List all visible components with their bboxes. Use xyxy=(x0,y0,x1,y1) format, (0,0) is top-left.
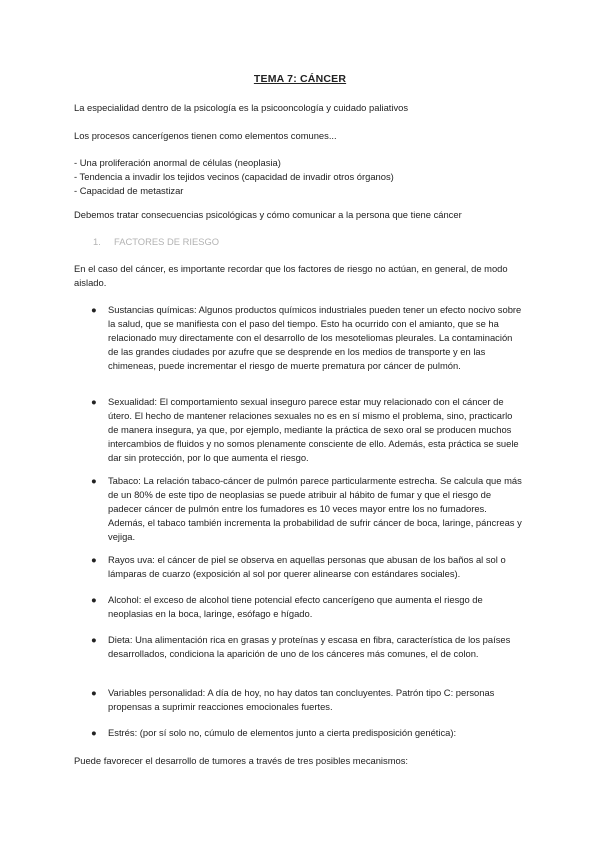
bullet-text: Alcohol: el exceso de alcohol tiene potencial efecto cancerígeno que aumenta el riesgo de neoplasias en la boca, laringe, esófago e hígado. xyxy=(108,594,483,619)
bullet-item-personalidad xyxy=(91,686,525,714)
bullet-item-dieta xyxy=(91,633,525,661)
mecanismos-paragraph: Puede favorecer el desarrollo de tumores a través de tres posibles mecanismos: xyxy=(74,755,409,766)
bullet-text: Rayos uva: el cáncer de piel se observa en aquellas personas que abusan de los baños al sol o lámparas de cuarzo (exposición al sol por querer alinearse con estándares sociales). xyxy=(108,554,506,579)
bullet-item-sustancias xyxy=(91,303,525,373)
bullet-item-tabaco xyxy=(91,474,525,544)
section-label: FACTORES DE RIESGO xyxy=(114,236,220,247)
intro-paragraph: La especialidad dentro de la psicología es la psicooncología y cuidado paliativos xyxy=(74,102,409,113)
dash-item: - Capacidad de metastizar xyxy=(74,185,184,196)
bullet-dot-icon: ● xyxy=(91,554,97,565)
bullet-dot-icon: ● xyxy=(91,396,97,407)
bullet-dot-icon: ● xyxy=(91,634,97,645)
bullet-item-sexualidad xyxy=(91,395,525,465)
bullet-item-rayos-uva xyxy=(91,553,525,581)
bullet-text: Tabaco: La relación tabaco-cáncer de pulmón parece particularmente estrecha. Se calcula que más de un 80% de este tipo de neoplasias se puede atribuir al hábito de fumar y que el riesgo de padecer cáncer de pulmón entre los fumadores es 10 veces mayor entre los no fumadores. Además, el tabaco también incrementa la probabilidad de sufrir cáncer de boca, laringe, páncreas y vejiga. xyxy=(108,475,522,542)
bullet-text: Sustancias químicas: Algunos productos químicos industriales pueden tener un efecto nocivo sobre la salud, que se manifiesta con el paso del tiempo. Esto ha ocurrido con el amianto, que se ha relacionado muy directamente con el desarrollo de los mesoteliomas pleurales. La contaminación de las grandes ciudades por azufre que se desprende en los medios de transporte y en las chimeneas, puede incrementar el riesgo de muerte prematura por cáncer de pulmón. xyxy=(108,304,522,371)
bullet-item-estres xyxy=(91,726,525,740)
dash-item: - Una proliferación anormal de células (neoplasia) xyxy=(74,157,281,168)
bullet-dot-icon: ● xyxy=(91,727,97,738)
bullet-dot-icon: ● xyxy=(91,304,97,315)
dash-item: - Tendencia a invadir los tejidos vecinos (capacidad de invadir otros órganos) xyxy=(74,171,394,182)
bullet-text: Estrés: (por sí solo no, cúmulo de elementos junto a cierta predisposición genética): xyxy=(108,727,457,738)
section-number: 1. xyxy=(93,236,101,247)
factores-intro-paragraph: En el caso del cáncer, es importante recordar que los factores de riesgo no actúan, en general, de modo aislado. xyxy=(74,263,508,288)
bullet-item-alcohol xyxy=(91,593,525,621)
section-heading xyxy=(93,236,219,247)
document-title: TEMA 7: CÁNCER xyxy=(253,73,347,85)
procesos-paragraph: Los procesos cancerígenos tienen como elementos comunes... xyxy=(74,130,337,141)
bullet-dot-icon: ● xyxy=(91,594,97,605)
bullet-text: Sexualidad: El comportamiento sexual inseguro parece estar muy relacionado con el cáncer de útero. El hecho de mantener relaciones sexuales no es en sí mismo el problema, sino, practicarlo de manera insegura, ya que, por ejemplo, mediante la práctica de sexo oral se producen muchos intercambios de fluidos y no somos plenamente consciente de ello. Además, esta práctica se suele dar sin protección, por lo que aumenta el riesgo. xyxy=(108,396,519,463)
bullet-text: Variables personalidad: A día de hoy, no hay datos tan concluyentes. Patrón tipo C: personas propensas a suprimir reacciones emocionales fuertes. xyxy=(108,687,495,712)
bullet-dot-icon: ● xyxy=(91,687,97,698)
tratar-paragraph: Debemos tratar consecuencias psicológicas y cómo comunicar a la persona que tiene cáncer xyxy=(74,209,462,220)
bullet-text: Dieta: Una alimentación rica en grasas y proteínas y escasa en fibra, característica de los países desarrollados, condiciona la aparición de uno de los cánceres más comunes, el de colon. xyxy=(108,634,511,659)
bullet-dot-icon: ● xyxy=(91,475,97,486)
